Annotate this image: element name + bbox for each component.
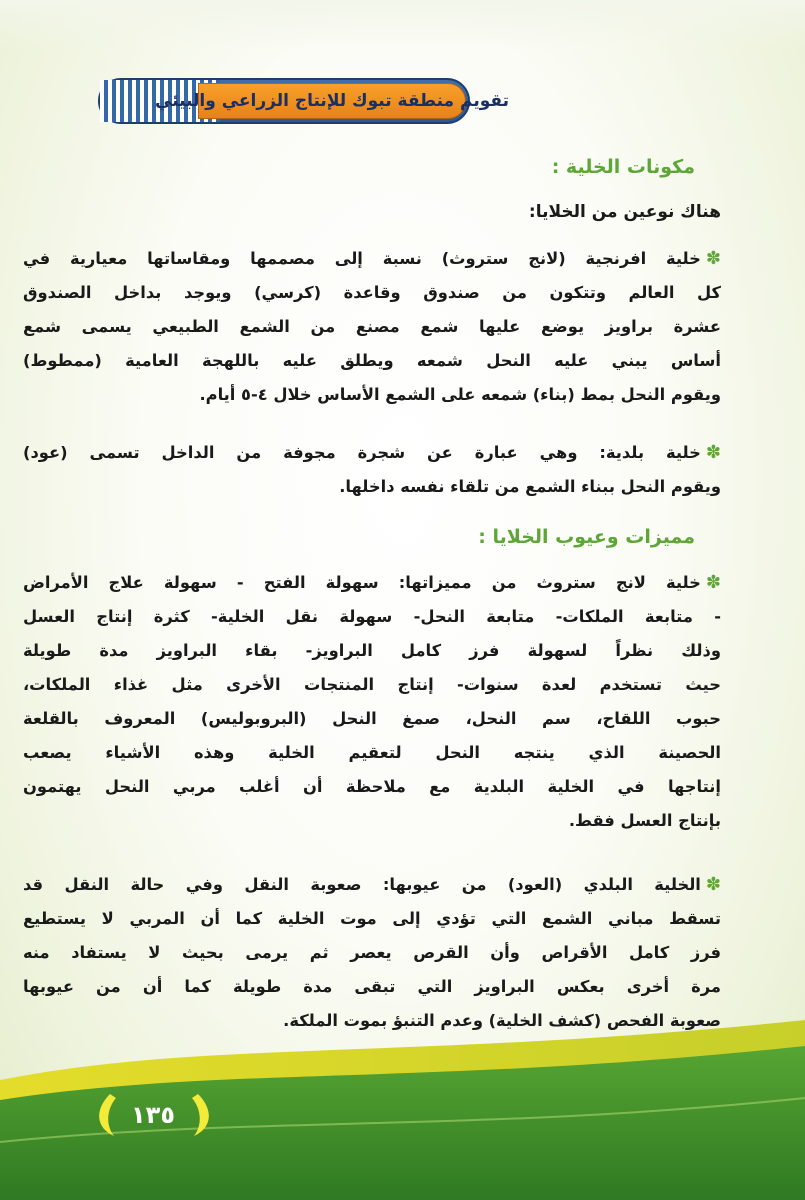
text-line: صعوبة الفحص (كشف الخلية) وعدم التنبؤ بموت الملكة. — [283, 1011, 721, 1030]
asterisk-flower-icon: ✽ — [705, 442, 721, 463]
text-line: فرز كامل الأقراص وأن القرص يعصر ثم يرمى بحيث لا يستفاد منه — [23, 943, 721, 962]
text-line: ✽خلية بلدية: وهي عبارة عن شجرة مجوفة من الداخل تسمى (عود) — [23, 442, 721, 463]
list-item — [23, 242, 721, 412]
section-intro: هناك نوعين من الخلايا: — [528, 202, 721, 222]
text-line: ويقوم النحل بمط (بناء) شمعه على الشمع الأساس خلال ٤-٥ أيام. — [199, 385, 721, 404]
text-line: مرة أخرى بعكس البراويز التي تبقى مدة طويلة كما أن من عيوبها — [23, 977, 721, 996]
list-item — [23, 436, 721, 504]
page-number: ١٣٥ — [131, 1101, 175, 1129]
text-line: حبوب اللقاح، سم النحل، صمغ النحل (البروبوليس) المعروف بالقلعة — [23, 709, 721, 728]
text-line: ✽خلية افرنجية (لانج ستروث) نسبة إلى مصممها ومقاساتها معيارية في — [23, 248, 721, 269]
header-banner — [98, 78, 509, 124]
text-line: ويقوم النحل ببناء الشمع من تلقاء نفسه داخلها. — [339, 477, 721, 496]
text-line: الحصينة الذي ينتجه النحل لتعقيم الخلية وهذه الأشياء يصعب — [23, 743, 721, 762]
list-item — [23, 868, 721, 1038]
page-number-container — [106, 1097, 200, 1133]
text-line: تسقط مباني الشمع التي تؤدي إلى موت الخلية كما أن المربي لا يستطيع — [23, 909, 721, 928]
text-line: كل العالم وتتكون من صندوق وقاعدة (كرسي) ويوجد بداخل الصندوق — [23, 283, 721, 302]
text-line: ✽خلية لانج ستروث من مميزاتها: سهولة الفتح - سهولة علاج الأمراض — [23, 572, 721, 593]
text-line: بإنتاج العسل فقط. — [568, 811, 721, 830]
asterisk-flower-icon: ✽ — [705, 572, 721, 593]
section-heading-cell-components: مكونات الخلية : — [551, 156, 695, 178]
list-item — [23, 566, 721, 838]
text-line: أساس يبني عليه النحل شمعه ويطلق عليه باللهجة العامية (ممطوط) — [23, 351, 721, 370]
header-title: تقويم منطقة تبوك للإنتاج الزراعي والبيئي — [155, 91, 509, 111]
text-line: ✽الخلية البلدي (العود) من عيوبها: صعوبة النقل وفي حالة النقل قد — [23, 874, 721, 895]
section-heading-pros-cons: مميزات وعيوب الخلايا : — [478, 526, 695, 548]
text-line: وذلك نظراً لسهولة فرز كامل البراويز- بقاء البراويز مدة طويلة — [23, 641, 721, 660]
text-line: - متابعة الملكات- متابعة النحل- سهولة نقل الخلية- كثرة إنتاج العسل — [23, 607, 721, 626]
text-line: إنتاجها في الخلية البلدية مع ملاحظة أن أغلب مربي النحل يهتمون — [23, 777, 721, 796]
banner-label — [155, 83, 509, 119]
asterisk-flower-icon: ✽ — [705, 248, 721, 269]
text-line: عشرة براويز يوضع عليها شمع مصنع من الشمع الطبيعي يسمى شمع — [23, 317, 721, 336]
top-shade — [0, 0, 805, 50]
asterisk-flower-icon: ✽ — [705, 874, 721, 895]
text-line: حيث تستخدم لعدة سنوات- إنتاج المنتجات الأخرى مثل غذاء الملكات، — [23, 675, 721, 694]
